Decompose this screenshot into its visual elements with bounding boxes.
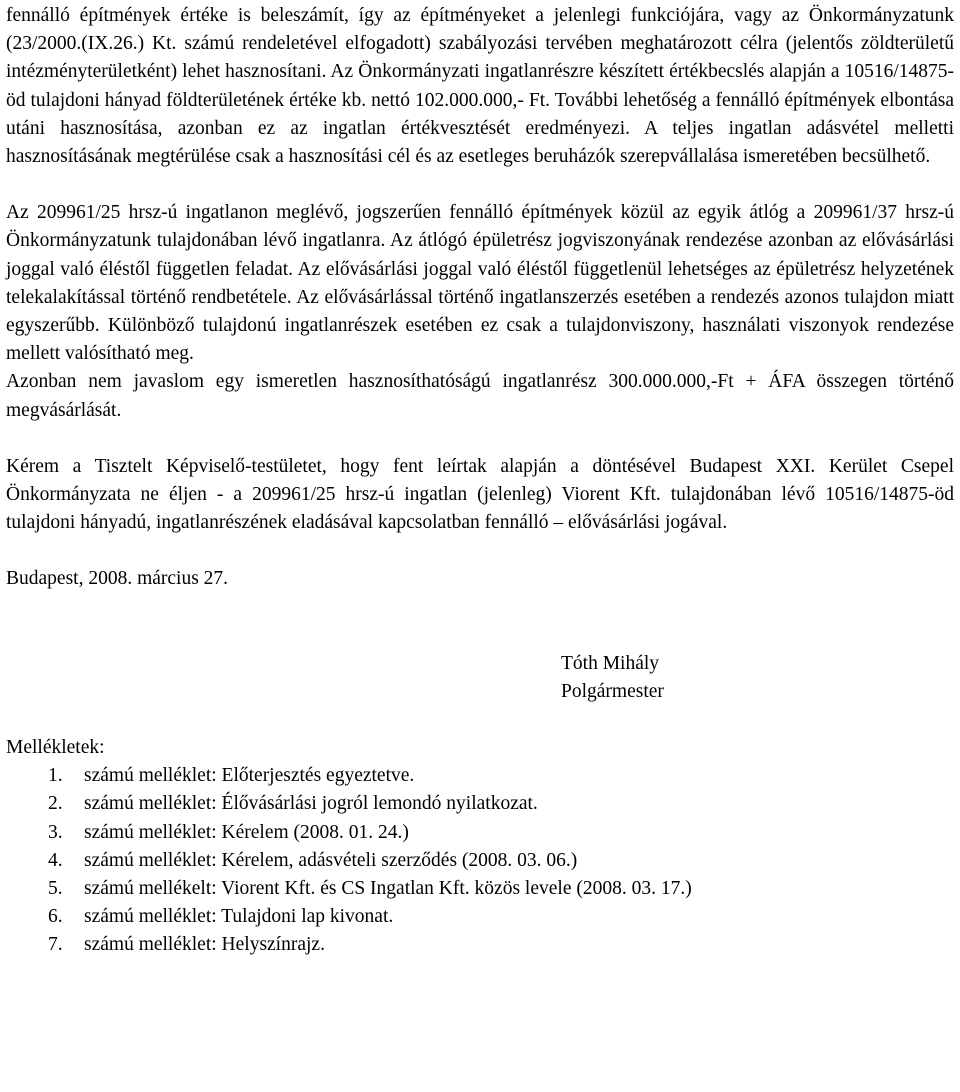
list-item-text: számú melléklet: Előterjesztés egyeztetve. [84,765,415,787]
list-item-number: 1. [48,765,63,787]
list-item-number: 4. [48,849,63,871]
list-item-text: számú melléklet: Élővásárlási jogról lemondó nyilatkozat. [84,793,538,815]
paragraph-spacer [6,425,954,453]
list-item-text: számú melléklet: Tulajdoni lap kivonat. [84,906,394,928]
list-item-text: számú mellékelt: Viorent Kft. és CS Ingatlan Kft. közös levele (2008. 03. 17.) [84,878,692,900]
list-item [6,931,954,959]
document-page [6,2,954,960]
list-item-number: 7. [48,934,63,956]
signatory-title: Polgármester [561,680,664,702]
paragraph-spacer [6,537,954,565]
date-line: Budapest, 2008. március 27. [6,568,229,590]
list-item-text: számú melléklet: Helyszínrajz. [84,934,325,956]
list-item-number: 2. [48,793,63,815]
paragraph-spacer [6,171,954,199]
attachments-list [6,762,954,959]
paragraph-property-value: fennálló építmények értéke is beleszámít, így az építményeket a jelenlegi funkciójára, vagy az Önkormányzatunk (23/2000.(IX.26.) Kt. számú rendeletével elfogadott) szabályozási tervében meghatározott célra (jelentős zöldterületű intézményterületként) lehet hasznosítani. Az Önkormányzati ingatlanrészre készített értékbecslés alapján a 10516/14875-öd tulajdoni hányad földterületének értéke kb. nettó 102.000.000,- Ft. További lehetőség a fennálló építmények elbontása utáni hasznosítása, azonban ez az ingatlan értékvesztését eredményezi. A teljes ingatlan adásvétel melletti hasznosításának megtérülése csak a hasznosítási cél és az esetleges beruházók szerepvállalása ismeretében becsülhető. [6,5,954,168]
paragraph-building-overhang: Az 209961/25 hrsz-ú ingatlanon meglévő, jogszerűen fennálló építmények közül az egyik átlóg a 209961/37 hrsz-ú Önkormányzatunk tulajdonában lévő ingatlanra. Az átlógó épületrész jogviszonyának rendezése azonban az elővásárlási joggal való éléstől független feladat. Az elővásárlási joggal való éléstől függetlenül lehetséges az épületrész helyzetének telekalakítással történő rendbetétele. Az elővásárlással történő ingatlanszerzés esetében a rendezés azonos tulajdon miatt egyszerűbb. Különböző tulajdonú ingatlanrészek esetében ez csak a tulajdonviszony, használati viszonyok rendezése mellett valósítható meg. [6,202,954,365]
list-item [6,819,954,847]
list-item [6,875,954,903]
list-item [6,790,954,818]
list-item [6,762,954,790]
attachments-spacer [6,706,954,734]
list-item-number: 6. [48,906,63,928]
list-item-text: számú melléklet: Kérelem (2008. 01. 24.) [84,821,409,843]
list-item [6,847,954,875]
signatory-name: Tóth Mihály [561,652,660,674]
list-item-text: számú melléklet: Kérelem, adásvételi szerződés (2008. 03. 06.) [84,849,578,871]
paragraph-request: Kérem a Tisztelt Képviselő-testületet, hogy fent leírtak alapján a döntésével Budapest XXI. Kerület Csepel Önkormányzata ne éljen - a 209961/25 hrsz-ú ingatlan (jelenleg) Viorent Kft. tulajdonában lévő 10516/14875-öd tulajdoni hányadú, ingatlanrészének eladásával kapcsolatban fennálló – elővásárlási jogával. [6,455,954,534]
signature-block [561,650,954,706]
attachments-heading: Mellékletek: [6,737,105,759]
list-item-number: 5. [48,878,63,900]
paragraph-recommendation: Azonban nem javaslom egy ismeretlen hasznosíthatóságú ingatlanrész 300.000.000,-Ft + ÁFA összegen történő megvásárlását. [6,371,954,421]
list-item-number: 3. [48,821,63,843]
list-item [6,903,954,931]
signature-spacer [6,594,954,650]
